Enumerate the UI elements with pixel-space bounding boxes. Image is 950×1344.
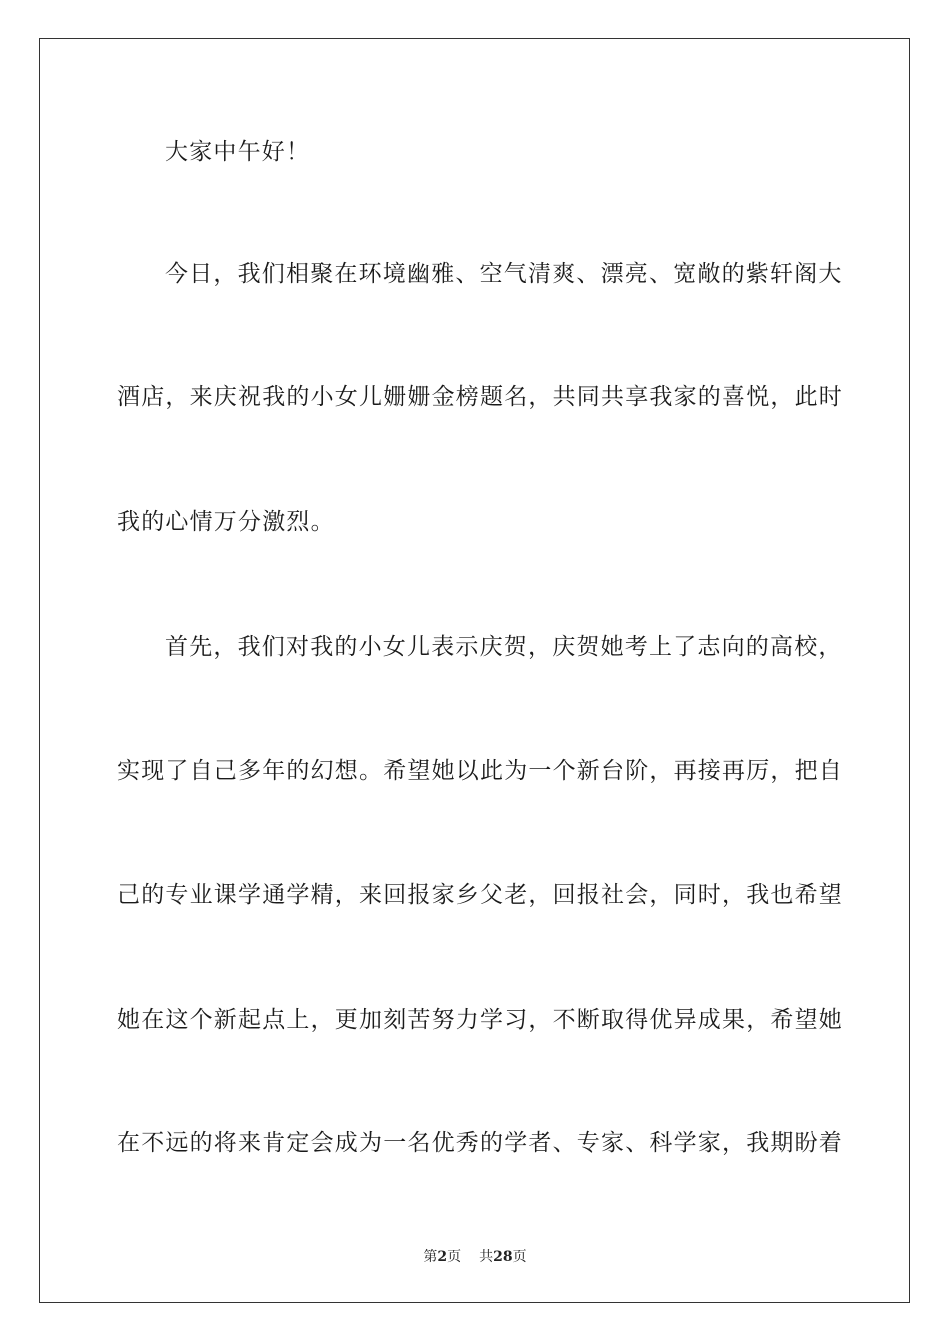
page-footer [0,1247,950,1267]
paragraph-1-line-3: 我的心情万分激烈。 [117,509,335,535]
page-number: 2 [437,1249,448,1265]
greeting-line: 大家中午好！ [165,139,311,165]
paragraph-2-line-1: 首先，我们对我的小女儿表示庆贺，庆贺她考上了志向的高校， [165,634,843,660]
paragraph-1-line-1: 今日，我们相聚在环境幽雅、空气清爽、漂亮、宽敞的紫轩阁大 [165,261,843,287]
paragraph-1-line-2: 酒店，来庆祝我的小女儿姗姗金榜题名，共同共享我家的喜悦，此时 [117,384,843,410]
page-border [39,38,910,1303]
total-suffix: 页 [512,1249,527,1265]
total-prefix: 共 [479,1249,494,1265]
total-pages: 28 [493,1249,513,1265]
page-suffix: 页 [447,1249,462,1265]
paragraph-2-line-5: 在不远的将来肯定会成为一名优秀的学者、专家、科学家，我期盼着 [117,1130,843,1156]
page-prefix: 第 [423,1249,438,1265]
paragraph-2-line-2: 实现了自己多年的幻想。希望她以此为一个新台阶，再接再厉，把自 [117,758,843,784]
paragraph-2-line-4: 她在这个新起点上，更加刻苦努力学习，不断取得优异成果，希望她 [117,1007,843,1033]
paragraph-2-line-3: 己的专业课学通学精，来回报家乡父老，回报社会，同时，我也希望 [117,882,843,908]
